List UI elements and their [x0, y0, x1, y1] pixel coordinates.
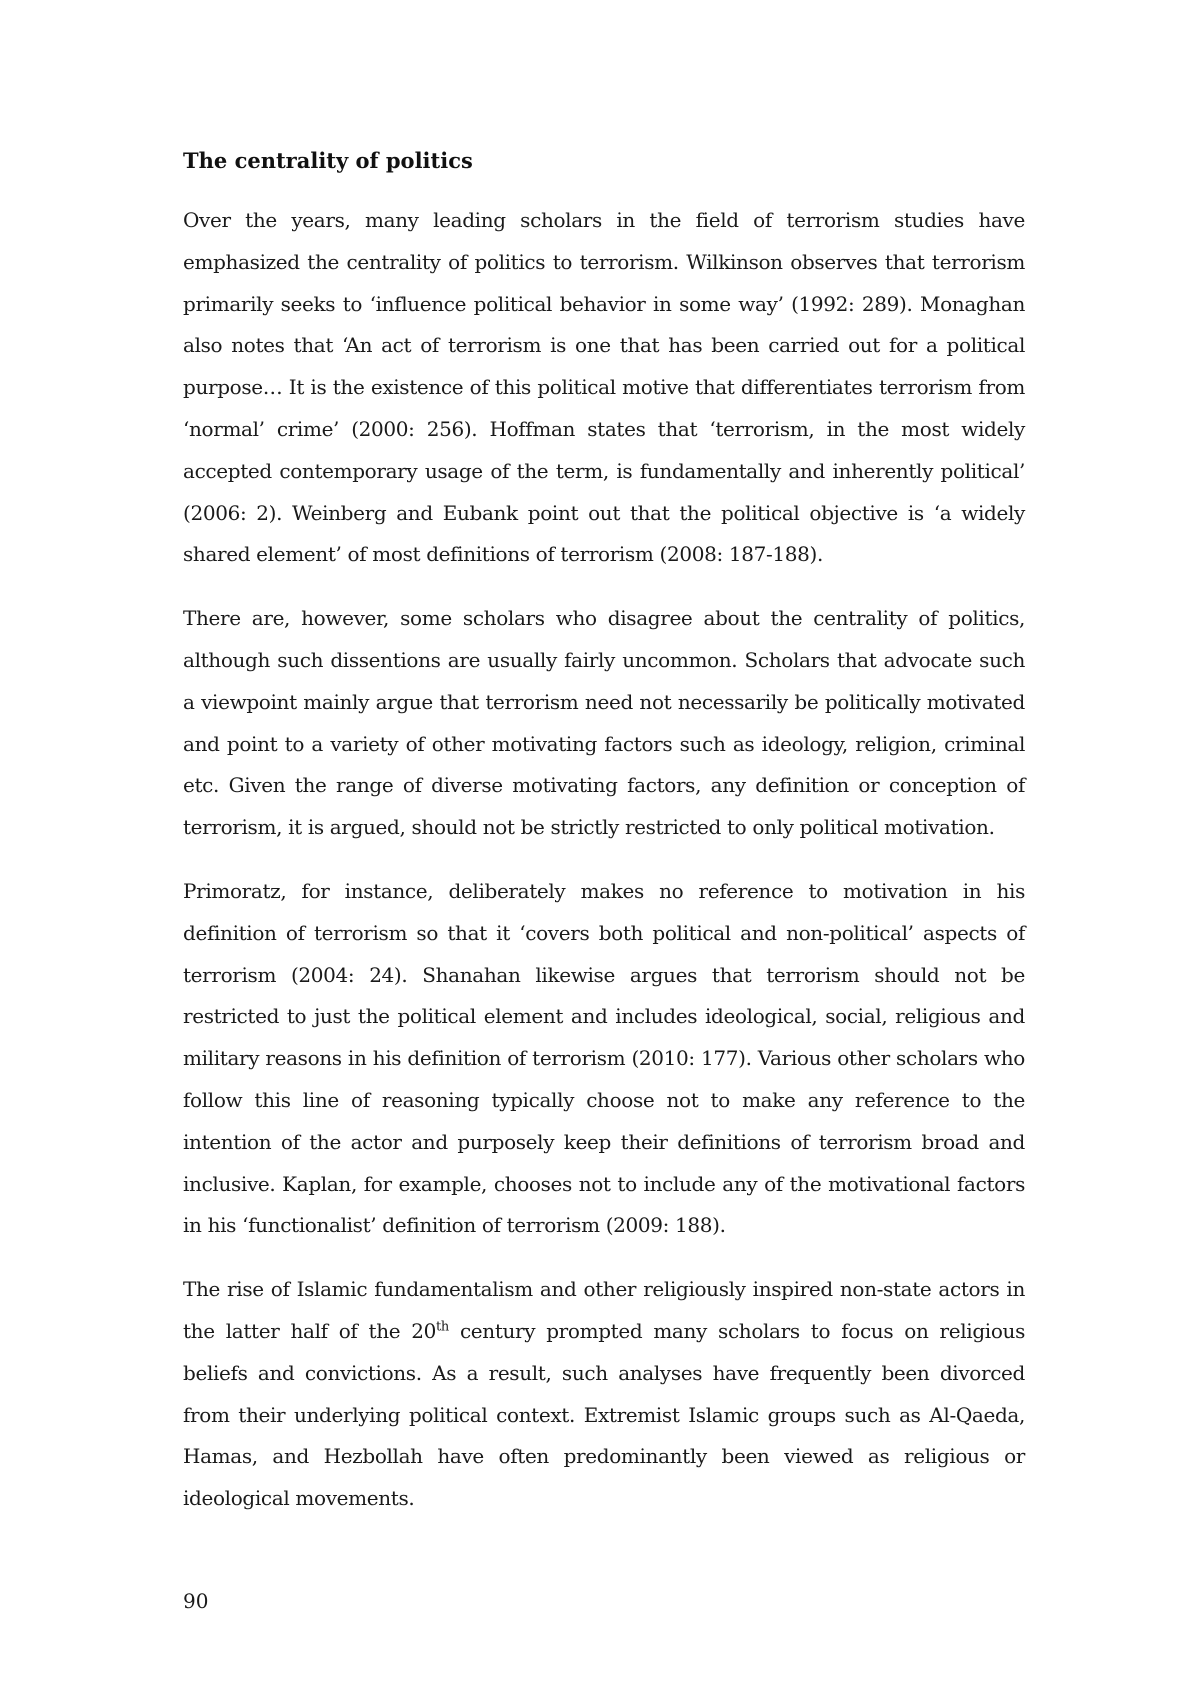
page-body: [183, 140, 1025, 1542]
ordinal-superscript: th: [436, 1319, 449, 1335]
paragraph-4-text-start: The rise of Islamic fundamentalism and other religiously inspired non-state actors in the latter half of the 20: [183, 1277, 1025, 1343]
paragraph-3: Primoratz, for instance, deliberately makes no reference to motivation in his definition of terrorism so that it ‘covers both political and non-political’ aspects of terrorism (2004: 24). Shanahan likewise argues that terrorism should not be restricted to just the political element and includes ideological, social, religious and military reasons in his definition of terrorism (2010: 177). Various other scholars who follow this line of reasoning typically choose not to make any reference to the intention of the actor and purposely keep their definitions of terrorism broad and inclusive. Kaplan, for example, chooses not to include any of the motivational factors in his ‘functionalist’ definition of terrorism (2009: 188).: [183, 878, 1025, 1238]
paragraph-1: Over the years, many leading scholars in the field of terrorism studies have emphasized the centrality of politics to terrorism. Wilkinson observes that terrorism primarily seeks to ‘influence political behavior in some way’ (1992: 289). Monaghan also notes that ‘An act of terrorism is one that has been carried out for a political purpose… It is the existence of this political motive that differentiates terrorism from ‘normal’ crime’ (2000: 256). Hoffman states that ‘terrorism, in the most widely accepted contemporary usage of the term, is fundamentally and inherently political’ (2006: 2). Weinberg and Eubank point out that the political objective is ‘a widely shared element’ of most definitions of terrorism (2008: 187-188).: [183, 208, 1025, 567]
paragraph-2: There are, however, some scholars who disagree about the centrality of politics, although such dissentions are usually fairly uncommon. Scholars that advocate such a viewpoint mainly argue that terrorism need not necessarily be politically motivated and point to a variety of other motivating factors such as ideology, religion, criminal etc. Given the range of diverse motivating factors, any definition or conception of terrorism, it is argued, should not be strictly restricted to only political motivation.: [183, 606, 1025, 840]
paragraph-4-text-end: century prompted many scholars to focus on religious beliefs and convictions. As a result, such analyses have frequently been divorced from their underlying political context. Extremist Islamic groups such as Al-Qaeda, Hamas, and Hezbollah have often predominantly been viewed as religious or ideological movements.: [183, 1318, 1025, 1511]
paragraph-4: [183, 1269, 1025, 1520]
section-heading: The centrality of politics: [183, 148, 473, 173]
page-number: 90: [183, 1589, 209, 1613]
